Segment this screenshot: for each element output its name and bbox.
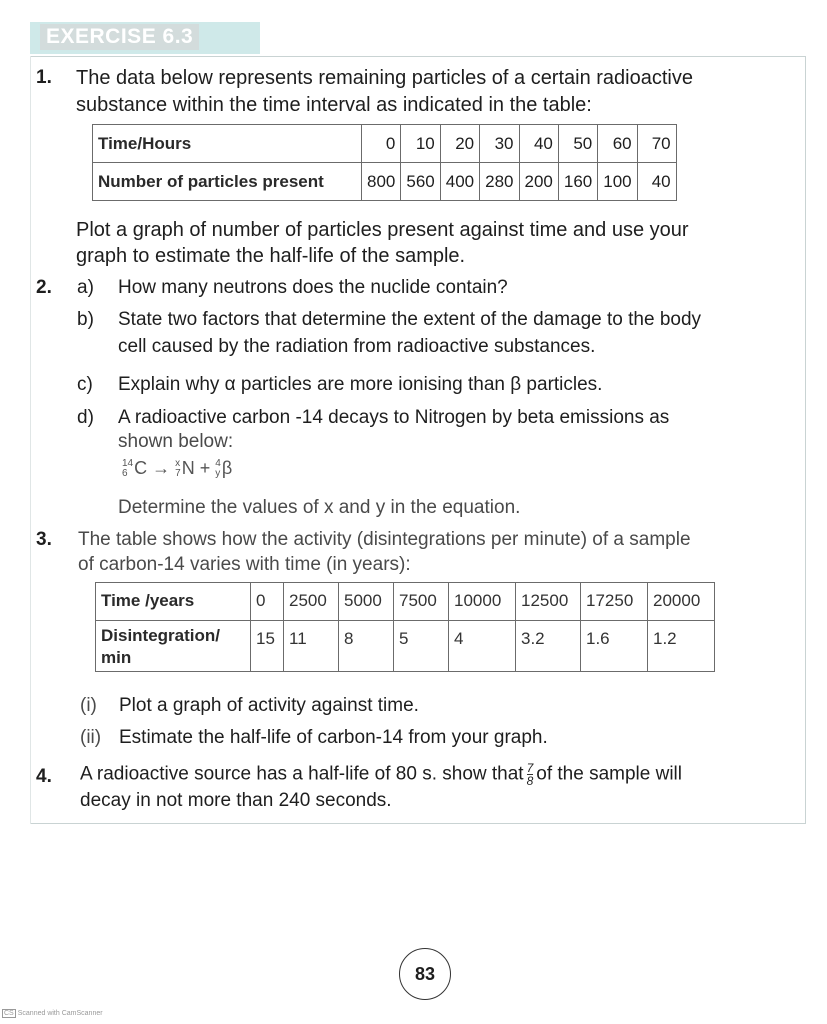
table-row (93, 125, 677, 163)
table-cell: 12500 (516, 583, 581, 621)
row-header-line2: min (101, 648, 132, 667)
q4-line2: decay in not more than 240 seconds. (80, 790, 392, 811)
table-row (96, 583, 715, 621)
row-header-line1: Disintegration/ (101, 626, 221, 645)
q3i-label: (i) (80, 695, 97, 716)
table-cell: 400 (440, 163, 479, 201)
table-cell: 2500 (284, 583, 339, 621)
q2b-line1: State two factors that determine the extent of the damage to the body (118, 309, 702, 330)
q2b-label: b) (77, 309, 94, 330)
carbon-symbol: C (134, 458, 148, 478)
q3-table (95, 582, 715, 672)
nitrogen-symbol: N (181, 458, 195, 478)
q3ii-text: Estimate the half-life of carbon-14 from your graph. (119, 727, 548, 748)
table-row (96, 621, 715, 672)
q1-line1: The data below represents remaining particles of a certain radioactive (76, 67, 693, 89)
frame-left-rule (30, 56, 31, 824)
c-mass-number: 14 (122, 458, 134, 470)
table-cell: 100 (598, 163, 637, 201)
table-cell: 0 (251, 583, 284, 621)
q2d-label: d) (77, 407, 94, 428)
exercise-title: EXERCISE 6.3 (40, 24, 199, 50)
table-cell: 160 (558, 163, 597, 201)
q2d-line1: A radioactive carbon -14 decays to Nitrogen by beta emissions as (118, 407, 670, 428)
table-cell: 5 (394, 621, 449, 672)
q2c-text: Explain why α particles are more ionising than β particles. (118, 374, 603, 395)
table-cell: 0 (362, 125, 401, 163)
table-cell: Number of particles present (93, 163, 362, 201)
q4-number: 4. (36, 766, 52, 787)
q4-line1-start: A radioactive source has a half-life of 80 s. show that (80, 763, 524, 785)
scanner-watermark (2, 1009, 103, 1018)
table-cell: 15 (251, 621, 284, 672)
table-cell: 7500 (394, 583, 449, 621)
c-atomic-number: 6 (122, 468, 128, 480)
q2d-line2: shown below: (118, 431, 234, 452)
decay-equation (122, 458, 232, 479)
beta-atomic-number: y (215, 468, 221, 480)
table-cell: 40 (519, 125, 558, 163)
q1-table (92, 124, 677, 201)
table-cell: 20000 (648, 583, 715, 621)
q2c-label: c) (77, 374, 93, 395)
table-cell: 800 (362, 163, 401, 201)
table-cell: 4 (449, 621, 516, 672)
beta-mass-number: 4 (215, 458, 221, 470)
fraction-denominator: 8 (526, 774, 534, 788)
table-cell: 560 (401, 163, 440, 201)
table-row (93, 163, 677, 201)
q4-line1-end: of the sample will (536, 763, 682, 785)
table-cell: 60 (598, 125, 637, 163)
scanner-text: Scanned with CamScanner (17, 1010, 103, 1017)
table-cell: 200 (519, 163, 558, 201)
n-atomic-number: 7 (175, 468, 181, 480)
table-cell: 40 (637, 163, 676, 201)
table-cell: 17250 (581, 583, 648, 621)
q1-after-line2: graph to estimate the half-life of the sample. (76, 245, 466, 267)
beta-symbol: β (221, 458, 233, 478)
table-cell: 20 (440, 125, 479, 163)
q1-after-line1: Plot a graph of number of particles present against time and use your (76, 219, 689, 241)
q2b-line2: cell caused by the radiation from radioactive substances. (118, 336, 596, 357)
page-number: 83 (399, 948, 451, 1000)
table-cell: 50 (558, 125, 597, 163)
frame-right-rule (805, 56, 806, 824)
q2a-text: How many neutrons does the nuclide contain? (118, 277, 508, 298)
table-cell: Time/Hours (93, 125, 362, 163)
table-cell (96, 621, 251, 672)
table-cell: 280 (480, 163, 519, 201)
camscanner-logo-icon: CS (4, 1010, 14, 1017)
table-cell: 70 (637, 125, 676, 163)
table-cell: 1.2 (648, 621, 715, 672)
q1-line2: substance within the time interval as indicated in the table: (76, 94, 592, 116)
fraction-numerator: 7 (526, 761, 534, 775)
table-cell: 11 (284, 621, 339, 672)
q3i-text: Plot a graph of activity against time. (119, 695, 419, 716)
q3ii-label: (ii) (80, 727, 102, 748)
q4-line1 (80, 762, 682, 787)
table-cell: 1.6 (581, 621, 648, 672)
seven-eighths-fraction (527, 762, 534, 787)
table-cell: 30 (480, 125, 519, 163)
q2-number: 2. (36, 277, 52, 298)
q1-number: 1. (36, 67, 52, 88)
table-cell: 5000 (339, 583, 394, 621)
arrow-icon: → (152, 458, 171, 478)
plus-sign: + (199, 458, 211, 478)
table-cell: 10000 (449, 583, 516, 621)
frame-bottom-rule (30, 823, 806, 824)
table-cell: 10 (401, 125, 440, 163)
table-cell: 3.2 (516, 621, 581, 672)
q3-line2: of carbon-14 varies with time (in years): (78, 554, 411, 575)
q2d-line3: Determine the values of x and y in the equation. (118, 497, 521, 518)
table-cell: 8 (339, 621, 394, 672)
q3-line1: The table shows how the activity (disintegrations per minute) of a sample (78, 529, 691, 550)
n-mass-number: x (175, 458, 181, 470)
q3-number: 3. (36, 529, 52, 550)
table-cell: Time /years (96, 583, 251, 621)
frame-top-rule (30, 56, 806, 57)
q2a-label: a) (77, 277, 94, 298)
